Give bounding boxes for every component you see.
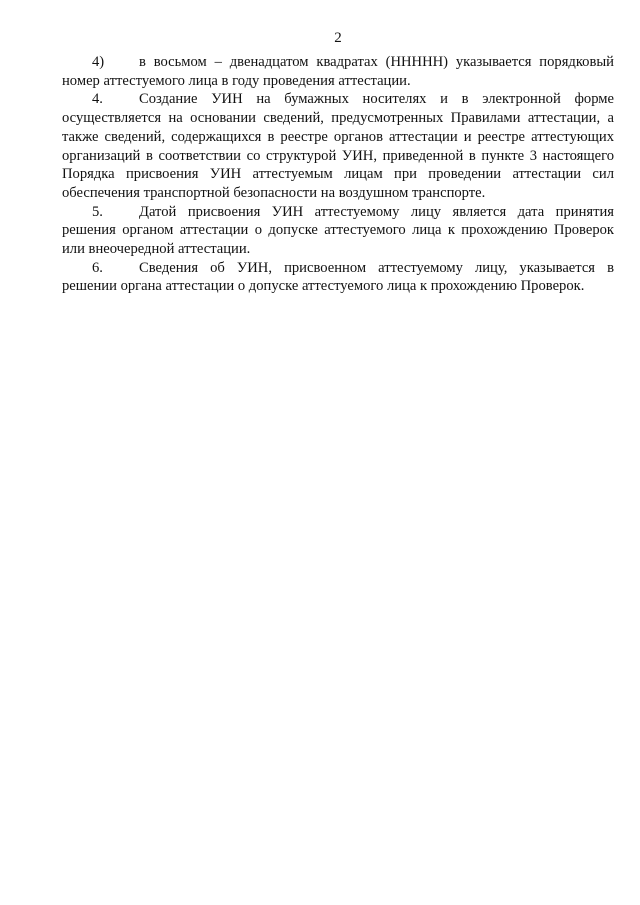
- paragraph-text: осуществляется на основании сведений, предусмотренных Правилами аттестации, а также сведений, содержащихся в реестре органов аттестации и реестре аттестующих организаций в соответствии со структурой УИН, приведенной в пункте 3 настоящего Порядка присвоения УИН аттестуемым лицам при проведении аттестации сил обеспечения транспортной безопасности на воздушном транспорте.: [62, 110, 614, 201]
- paragraph-first-line: [62, 53, 614, 72]
- paragraph-text: решения органом аттестации о допуске аттестуемого лица к прохождению Проверок или внеочередной аттестации.: [62, 222, 614, 258]
- paragraph-lead-text: Создание УИН на бумажных носителях и в электронной форме: [139, 91, 614, 108]
- paragraph-item-6: [62, 259, 614, 296]
- paragraph-lead-text: Сведения об УИН, присвоенном аттестуемому лицу, указывается в: [139, 259, 614, 276]
- paragraph-first-line: [62, 203, 614, 222]
- paragraph-item-4: [62, 90, 614, 202]
- paragraph-item-5: [62, 203, 614, 259]
- paragraph-lead-text: в восьмом – двенадцатом квадратах (ННННН) указывается порядковый: [139, 54, 614, 70]
- paragraph-text: номер аттестуемого лица в году проведения аттестации.: [62, 72, 411, 89]
- paragraph-text: решении органа аттестации о допуске аттестуемого лица к прохождению Проверок.: [62, 278, 585, 295]
- paragraph-number: 4.: [92, 91, 103, 108]
- page-number: 2: [334, 30, 342, 46]
- paragraph-first-line: [62, 90, 614, 109]
- paragraph-number: 6.: [92, 259, 103, 276]
- paragraph-lead-text: Датой присвоения УИН аттестуемому лицу является дата принятия: [139, 203, 614, 220]
- document-body: [62, 53, 614, 296]
- paragraph-number: 5.: [92, 203, 103, 220]
- paragraph-number: 4): [92, 54, 105, 70]
- paragraph-item-4-sub: [62, 53, 614, 90]
- paragraph-first-line: [62, 259, 614, 278]
